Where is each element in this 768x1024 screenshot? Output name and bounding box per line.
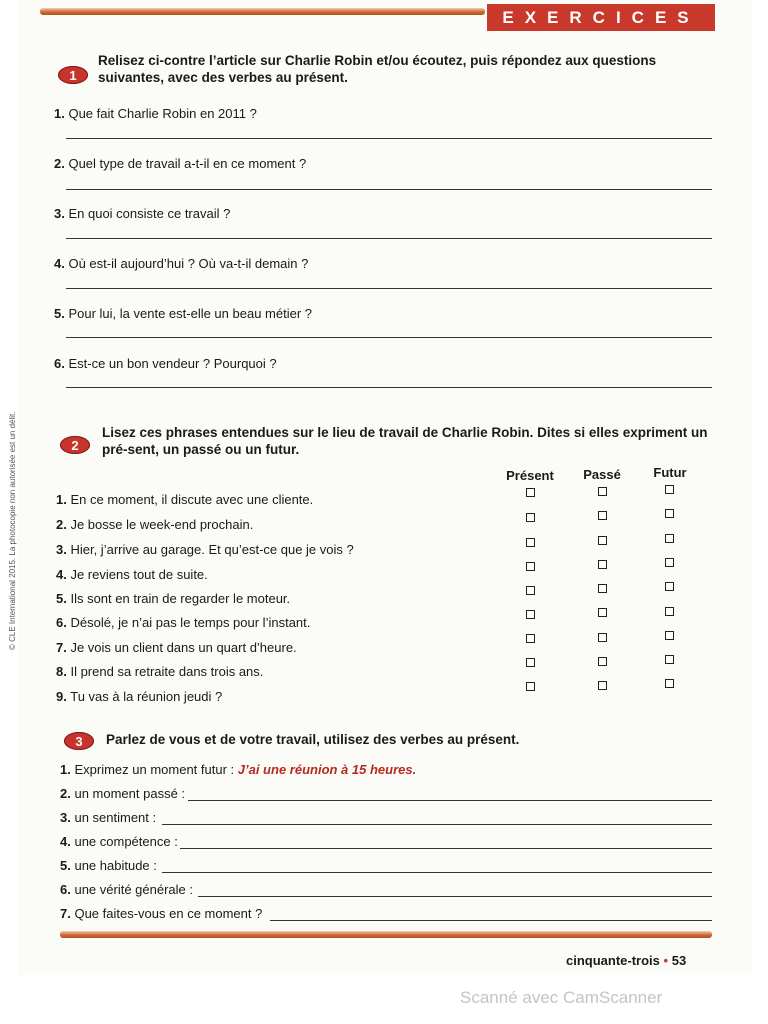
bottom-decorative-bar [60, 931, 712, 938]
ex3-i5-number: 5. [60, 858, 71, 873]
ex3-answer-line-3[interactable] [162, 824, 712, 825]
ex2-s3-number: 3. [56, 542, 67, 557]
checkbox-s9-passe[interactable] [598, 681, 607, 690]
ex2-sentence-3 [56, 542, 354, 557]
checkbox-s4-present[interactable] [526, 562, 535, 571]
ex2-s4-text: Je reviens tout de suite. [70, 567, 208, 582]
ex3-item-4 [60, 834, 178, 849]
ex1-question-4 [54, 256, 308, 271]
ex2-s6-number: 6. [56, 615, 67, 630]
ex1-q1-text: Que fait Charlie Robin en 2011 ? [68, 106, 257, 121]
checkbox-s1-present[interactable] [526, 488, 535, 497]
ex2-s6-text: Désolé, je n’ai pas le temps pour l’instant. [70, 615, 311, 630]
ex3-item-7 [60, 906, 262, 921]
page-number-word: cinquante-trois [566, 953, 660, 968]
ex3-item-6 [60, 882, 193, 897]
exercise-3-instruction: Parlez de vous et de votre travail, utilisez des verbes au présent. [106, 732, 520, 747]
ex1-q5-number: 5. [54, 306, 65, 321]
ex1-question-1 [54, 106, 257, 121]
checkbox-s6-present[interactable] [526, 610, 535, 619]
ex3-i3-number: 3. [60, 810, 71, 825]
ex2-sentence-2 [56, 517, 253, 532]
ex3-answer-line-7[interactable] [270, 920, 712, 921]
ex2-s1-text: En ce moment, il discute avec une cliente. [70, 492, 314, 507]
ex2-sentence-5 [56, 591, 290, 606]
checkbox-s3-futur[interactable] [665, 534, 674, 543]
exercise-2-instruction: Lisez ces phrases entendues sur le lieu de travail de Charlie Robin. Dites si elles expriment un pré-sent, un passé ou un futur. [102, 425, 708, 457]
ex2-sentence-6 [56, 615, 310, 630]
page-number-digits: 53 [671, 953, 687, 968]
checkbox-s7-passe[interactable] [598, 633, 607, 642]
ex3-example-text: Exprimez un moment futur : [74, 762, 235, 777]
checkbox-s3-present[interactable] [526, 538, 535, 547]
exercise-1-instruction: Relisez ci-contre l’article sur Charlie Robin et/ou écoutez, puis répondez aux questions suivantes, avec des verbes au présent. [98, 53, 657, 85]
ex2-s1-number: 1. [56, 492, 67, 507]
ex1-q4-number: 4. [54, 256, 65, 271]
ex3-example [60, 762, 416, 777]
exercises-header: EXERCICES [487, 4, 715, 31]
ex1-answer-line-6[interactable] [66, 387, 712, 388]
ex2-sentence-7 [56, 640, 297, 655]
ex2-sentence-8 [56, 664, 263, 679]
copyright-side-note: © CLE International 2015. La photocopie non autorisée est un délit. [8, 411, 17, 650]
ex1-answer-line-2[interactable] [66, 189, 712, 190]
ex2-s7-text: Je vois un client dans un quart d’heure. [70, 640, 297, 655]
column-passe: Passé [583, 467, 621, 482]
ex2-sentence-9 [56, 689, 222, 704]
ex2-s5-number: 5. [56, 591, 67, 606]
checkbox-s9-present[interactable] [526, 682, 535, 691]
top-decorative-bar [40, 8, 485, 15]
checkbox-s2-present[interactable] [526, 513, 535, 522]
ex3-item-5 [60, 858, 157, 873]
exercise-3-badge: 3 [64, 732, 94, 750]
ex3-i7-text: Que faites-vous en ce moment ? [74, 906, 263, 921]
ex3-i3-text: un sentiment : [74, 810, 157, 825]
ex1-q6-number: 6. [54, 356, 65, 371]
ex3-i4-number: 4. [60, 834, 71, 849]
checkbox-s1-passe[interactable] [598, 487, 607, 496]
checkbox-s2-futur[interactable] [665, 509, 674, 518]
ex1-answer-line-1[interactable] [66, 138, 712, 139]
worksheet-page [18, 0, 752, 975]
ex2-s2-text: Je bosse le week-end prochain. [70, 517, 254, 532]
ex2-sentence-4 [56, 567, 208, 582]
checkbox-s8-passe[interactable] [598, 657, 607, 666]
ex1-question-3 [54, 206, 230, 221]
ex3-i2-number: 2. [60, 786, 71, 801]
ex1-question-6 [54, 356, 277, 371]
checkbox-s8-present[interactable] [526, 658, 535, 667]
column-futur: Futur [653, 465, 687, 480]
checkbox-s3-passe[interactable] [598, 536, 607, 545]
exercise-1-badge: 1 [58, 66, 88, 84]
checkbox-s7-present[interactable] [526, 634, 535, 643]
ex2-s3-text: Hier, j’arrive au garage. Et qu’est-ce que je vois ? [70, 542, 354, 557]
ex2-s5-text: Ils sont en train de regarder le moteur. [70, 591, 291, 606]
ex3-answer-line-2[interactable] [188, 800, 712, 801]
checkbox-s5-present[interactable] [526, 586, 535, 595]
ex1-q3-number: 3. [54, 206, 65, 221]
ex2-s9-number: 9. [56, 689, 67, 704]
ex2-s2-number: 2. [56, 517, 67, 532]
checkbox-s4-futur[interactable] [665, 558, 674, 567]
ex3-answer-line-4[interactable] [180, 848, 712, 849]
ex1-question-5 [54, 306, 312, 321]
ex2-s8-text: Il prend sa retraite dans trois ans. [70, 664, 264, 679]
ex1-q1-number: 1. [54, 106, 65, 121]
checkbox-s6-futur[interactable] [665, 607, 674, 616]
ex3-item-3 [60, 810, 156, 825]
ex3-example-answer: J’ai une réunion à 15 heures. [237, 762, 417, 777]
page-number [566, 953, 686, 968]
checkbox-s5-passe[interactable] [598, 584, 607, 593]
ex3-i6-number: 6. [60, 882, 71, 897]
ex2-s8-number: 8. [56, 664, 67, 679]
ex3-answer-line-6[interactable] [198, 896, 712, 897]
ex2-s9-text: Tu vas à la réunion jeudi ? [70, 689, 223, 704]
ex1-question-2 [54, 156, 306, 171]
ex1-answer-line-5[interactable] [66, 337, 712, 338]
checkbox-s9-futur[interactable] [665, 679, 674, 688]
checkbox-s4-passe[interactable] [598, 560, 607, 569]
ex3-i6-text: une vérité générale : [74, 882, 193, 897]
ex3-answer-line-5[interactable] [162, 872, 712, 873]
page-number-bullet: • [663, 953, 669, 968]
exercise-2-badge: 2 [60, 436, 90, 454]
ex1-q6-text: Est-ce un bon vendeur ? Pourquoi ? [68, 356, 277, 371]
ex3-i2-text: un moment passé : [74, 786, 186, 801]
scanner-watermark: Scanné avec CamScanner [460, 988, 663, 1007]
ex1-q4-text: Où est-il aujourd’hui ? Où va-t-il demain ? [68, 256, 309, 271]
ex1-q5-text: Pour lui, la vente est-elle un beau métier ? [68, 306, 312, 321]
checkbox-s8-futur[interactable] [665, 655, 674, 664]
checkbox-s6-passe[interactable] [598, 608, 607, 617]
ex3-i7-number: 7. [60, 906, 71, 921]
checkbox-s5-futur[interactable] [665, 582, 674, 591]
ex2-s7-number: 7. [56, 640, 67, 655]
column-present: Présent [506, 468, 554, 483]
ex1-q3-text: En quoi consiste ce travail ? [68, 206, 231, 221]
ex1-answer-line-4[interactable] [66, 288, 712, 289]
ex3-i5-text: une habitude : [74, 858, 157, 873]
ex1-q2-number: 2. [54, 156, 65, 171]
ex3-item-2 [60, 786, 185, 801]
ex3-example-number: 1. [60, 762, 71, 777]
checkbox-s1-futur[interactable] [665, 485, 674, 494]
ex1-q2-text: Quel type de travail a-t-il en ce moment ? [68, 156, 307, 171]
checkbox-s7-futur[interactable] [665, 631, 674, 640]
checkbox-s2-passe[interactable] [598, 511, 607, 520]
ex1-answer-line-3[interactable] [66, 238, 712, 239]
ex3-i4-text: une compétence : [74, 834, 178, 849]
ex2-sentence-1 [56, 492, 313, 507]
ex2-s4-number: 4. [56, 567, 67, 582]
